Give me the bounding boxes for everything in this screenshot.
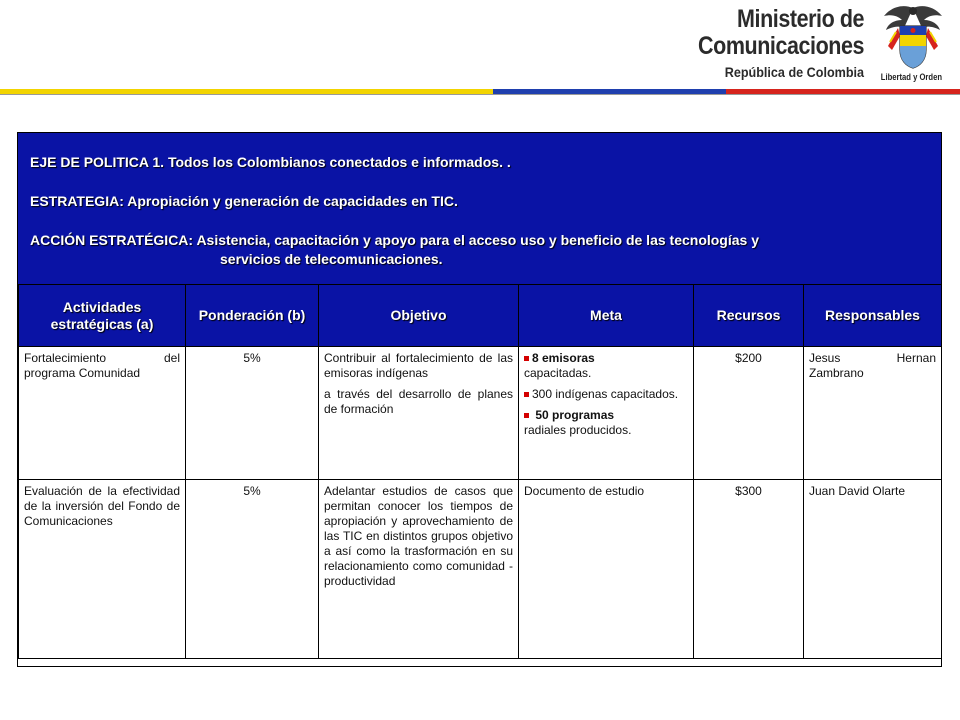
- objetivo-paragraph: Contribuir al fortalecimiento de las emisoras indígenas: [324, 351, 513, 380]
- meta-item-bold: 8 emisoras: [532, 351, 595, 365]
- country-name: República de Colombia: [724, 64, 864, 80]
- cell-ponderacion: 5%: [186, 347, 319, 480]
- ministry-title-line1: Ministerio de: [736, 5, 864, 33]
- column-header-meta: Meta: [519, 285, 694, 347]
- column-header-actividades: Actividades estratégicas (a): [19, 285, 186, 347]
- cell-recursos: $200: [694, 347, 804, 480]
- estrategia-text: ESTRATEGIA: Apropiación y generación de capacidades en TIC.: [30, 193, 458, 209]
- column-header-objetivo: Objetivo: [319, 285, 519, 347]
- motto-text: Libertad y Orden: [880, 72, 942, 82]
- cell-objetivo: Adelantar estudios de casos que permitan conocer los tiempos de apropiación y aprovechamiento de las TIC en distintos grupos objetivo a así como la trasformación en su relacionamiento como comunidad - productividad: [319, 480, 519, 659]
- meta-item: [524, 351, 688, 381]
- cell-recursos: $300: [694, 480, 804, 659]
- meta-item-text: capacitadas.: [524, 366, 592, 380]
- policy-banner: [18, 133, 941, 285]
- column-header-recursos: Recursos: [694, 285, 804, 347]
- cell-actividad: Evaluación de la efectividad de la inversión del Fondo de Comunicaciones: [19, 480, 186, 659]
- cell-responsables: Jesus Hernan Zambrano: [804, 347, 942, 480]
- cell-ponderacion: 5%: [186, 480, 319, 659]
- objetivo-paragraph: a través del desarrollo de planes de formación: [324, 387, 513, 416]
- cell-meta: Documento de estudio: [519, 480, 694, 659]
- meta-item-bold: 50 programas: [535, 408, 615, 422]
- meta-item: [524, 408, 688, 438]
- bullet-square-icon: [524, 413, 529, 418]
- meta-item: [524, 387, 688, 402]
- accion-estrategica-text-cont: servicios de telecomunicaciones.: [220, 251, 443, 267]
- bullet-square-icon: [524, 356, 529, 361]
- ministry-header: [671, 6, 864, 82]
- bullet-square-icon: [524, 392, 529, 397]
- meta-item-text: 300 indígenas capacitados.: [532, 387, 679, 401]
- column-header-ponderacion: Ponderación (b): [186, 285, 319, 347]
- cell-objetivo: [319, 347, 519, 480]
- eje-politica-text: EJE DE POLITICA 1. Todos los Colombianos conectados e informados. .: [30, 154, 511, 170]
- cell-meta: [519, 347, 694, 480]
- column-header-responsables: Responsables: [804, 285, 942, 347]
- ministry-title-line2: Comunicaciones: [697, 32, 864, 60]
- activities-table: [18, 284, 942, 659]
- meta-item-text: radiales producidos.: [524, 423, 632, 437]
- cell-actividad: Fortalecimiento del programa Comunidad: [19, 347, 186, 480]
- table-row: [19, 480, 942, 659]
- accion-estrategica-text: ACCIÓN ESTRATÉGICA: Asistencia, capacitación y apoyo para el acceso uso y beneficio de las tecnologías y: [30, 232, 759, 248]
- cell-responsables: Juan David Olarte: [804, 480, 942, 659]
- table-row: [19, 347, 942, 480]
- strategy-table-frame: [17, 132, 942, 667]
- table-header-row: [19, 285, 942, 347]
- header-divider: [0, 94, 960, 95]
